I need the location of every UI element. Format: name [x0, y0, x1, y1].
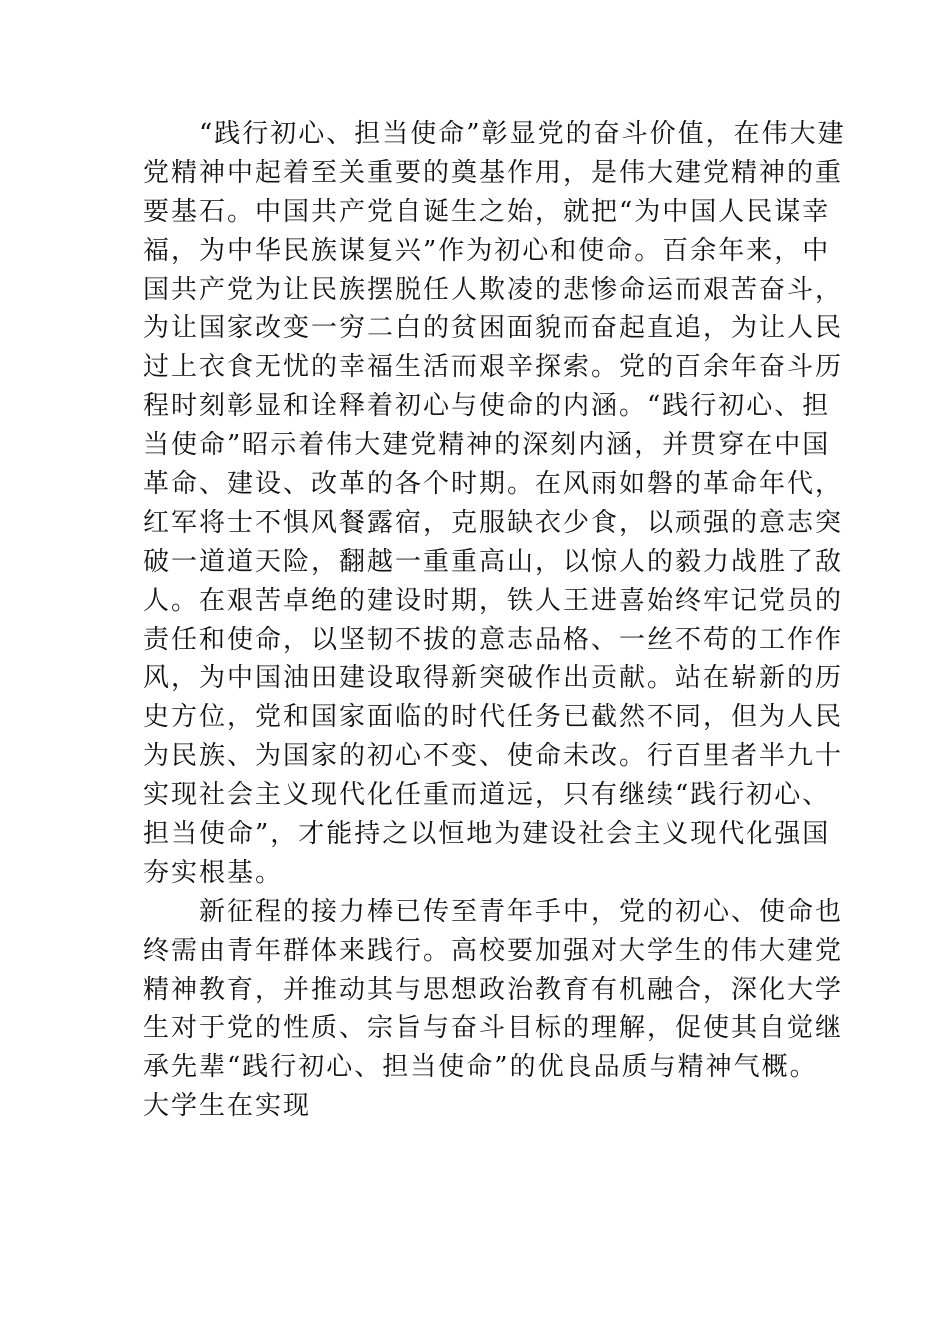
text-line: 新征程的接力棒已传至青年手中，党的初心、使命也 [199, 896, 844, 927]
text-line: 担当使命”，才能持之以恒地为建设社会主义现代化强国 [143, 819, 831, 850]
text-line: 生对于党的性质、宗旨与奋斗目标的理解，促使其自觉继 [143, 1013, 844, 1044]
text-line: 史方位，党和国家面临的时代任务已截然不同，但为人民 [143, 702, 844, 733]
text-line: 当使命”昭示着伟大建党精神的深刻内涵，并贯穿在中国 [143, 430, 831, 461]
paragraph-1 [143, 115, 846, 893]
text-line: 承先辈“践行初心、担当使命”的优良品质与精神气概。 [143, 1052, 818, 1083]
text-line: 要基石。中国共产党自诞生之始，就把“为中国人民谋幸 [143, 196, 831, 227]
document-body [143, 115, 846, 1126]
text-line: 精神教育，并推动其与思想政治教育有机融合，深化大学 [143, 974, 844, 1005]
text-line: 程时刻彰显和诠释着初心与使命的内涵。“践行初心、担 [143, 391, 831, 422]
text-line: 破一道道天险，翻越一重重高山，以惊人的毅力战胜了敌 [143, 546, 844, 577]
text-line: 党精神中起着至关重要的奠基作用，是伟大建党精神的重 [143, 157, 844, 188]
text-line: 福，为中华民族谋复兴”作为初心和使命。百余年来，中 [143, 235, 831, 266]
text-line: 国共产党为让民族摆脱任人欺凌的悲惨命运而艰苦奋斗， [143, 274, 844, 305]
text-line: “践行初心、担当使命”彰显党的奋斗价值，在伟大建 [199, 119, 846, 149]
text-line: 为民族、为国家的初心不变、使命未改。行百里者半九十 [143, 741, 844, 772]
paragraph-2 [143, 893, 844, 1126]
text-line: 终需由青年群体来践行。高校要加强对大学生的伟大建党 [143, 935, 844, 966]
text-line: 为让国家改变一穷二白的贫困面貌而奋起直追，为让人民 [143, 313, 844, 344]
text-line: 风，为中国油田建设取得新突破作出贡献。站在崭新的历 [143, 663, 844, 694]
text-line: 责任和使命，以坚韧不拔的意志品格、一丝不苟的工作作 [143, 624, 844, 655]
text-line: 红军将士不惧风餐露宿，克服缺衣少食，以顽强的意志突 [143, 507, 844, 538]
text-line: 革命、建设、改革的各个时期。在风雨如磐的革命年代， [143, 469, 844, 500]
text-line: 大学生在实现 [143, 1091, 312, 1122]
text-line: 过上衣食无忧的幸福生活而艰辛探索。党的百余年奋斗历 [143, 352, 844, 383]
text-line: 夯实根基。 [143, 857, 284, 888]
text-line: 实现社会主义现代化任重而道远，只有继续“践行初心、 [143, 780, 831, 811]
text-line: 人。在艰苦卓绝的建设时期，铁人王进喜始终牢记党员的 [143, 585, 844, 616]
